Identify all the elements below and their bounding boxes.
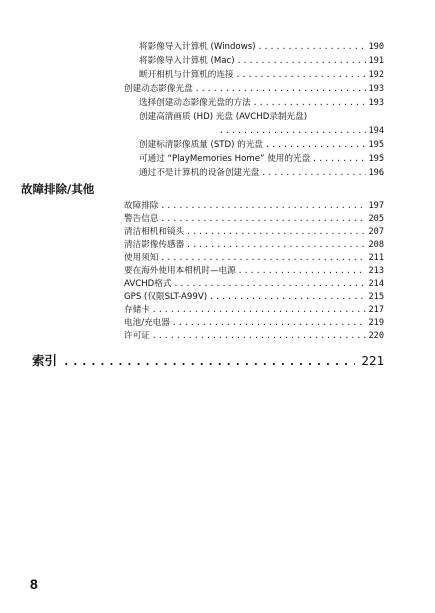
toc-entry-page: 195	[368, 140, 384, 150]
toc-entry-page: 208	[368, 240, 384, 250]
index-page: 221	[361, 353, 384, 368]
dot-leader	[219, 125, 366, 137]
toc-entry-label: 将影像导入计算机 (Mac)	[139, 56, 235, 66]
dot-leader	[152, 304, 367, 316]
dot-leader	[195, 83, 367, 95]
toc-entry-create-std-disc[interactable]	[139, 139, 384, 151]
dot-leader	[186, 226, 366, 238]
toc-entry-label: 警告信息	[124, 214, 159, 224]
toc-entry-page: 191	[368, 56, 384, 66]
toc-entry-label: 创建高清画质 (HD) 光盘 (AVCHD录制光盘)	[139, 112, 308, 122]
toc-entry-page: 197	[368, 201, 384, 211]
toc-entry-precautions[interactable]	[124, 252, 384, 264]
index-label: 索引	[32, 353, 58, 368]
toc-entry-page: 195	[368, 154, 384, 164]
dot-leader	[209, 291, 366, 303]
dot-leader	[152, 330, 367, 342]
dot-leader	[186, 239, 366, 251]
dot-leader	[236, 69, 367, 81]
toc-entry-label: 创建动态影像光盘	[124, 84, 193, 94]
dot-leader	[258, 41, 367, 53]
toc-entry-disconnect[interactable]	[139, 69, 384, 81]
toc-entry-non-computer-disc[interactable]	[139, 167, 384, 179]
toc-entry-page: 220	[368, 331, 384, 341]
toc-entry-label: 断开相机与计算机的连接	[139, 70, 234, 80]
toc-entry-label: 要在海外使用本相机时—电源	[124, 266, 236, 276]
toc-entry-playmemories-disc[interactable]	[139, 153, 384, 165]
toc-entry-label: 通过不是计算机的设备创建光盘	[139, 168, 260, 178]
dot-leader	[172, 317, 367, 329]
toc-entry-label: 使用须知	[124, 253, 159, 263]
dot-leader	[160, 213, 366, 225]
toc-entry-avchd-format[interactable]	[124, 278, 384, 290]
toc-entry-label: 可通过 “PlayMemories Home” 使用的光盘	[139, 154, 311, 164]
toc-entry-warning-messages[interactable]	[124, 213, 384, 225]
dot-leader	[238, 265, 367, 277]
toc-entry-page: 211	[368, 253, 384, 263]
dot-leader	[265, 139, 366, 151]
toc-entry-page: 194	[368, 126, 384, 136]
dot-leader	[237, 55, 367, 67]
toc-entry-page: 207	[368, 227, 384, 237]
toc-entry-label: 故障排除	[124, 201, 159, 211]
toc-entry-label: 清洁相机和镜头	[124, 227, 185, 237]
toc-entry-page: 193	[368, 98, 384, 108]
toc-entry-label: 选择创建动态影像光盘的方法	[139, 98, 251, 108]
toc-entry-page: 214	[368, 279, 384, 289]
toc-entry-troubleshooting[interactable]	[124, 200, 384, 212]
toc-entry-create-hd-disc[interactable]	[139, 111, 384, 123]
toc-entry-overseas-power[interactable]	[124, 265, 384, 277]
dot-leader	[63, 355, 355, 368]
toc-entry-page: 205	[368, 214, 384, 224]
toc-entry-page: 213	[368, 266, 384, 276]
dot-leader	[312, 153, 366, 165]
toc-entry-page: 219	[368, 318, 384, 328]
toc-entry-import-mac[interactable]	[139, 55, 384, 67]
toc-entry-cleaning-sensor[interactable]	[124, 239, 384, 251]
toc-entry-label: AVCHD格式	[124, 279, 172, 289]
toc-entry-page: 190	[368, 42, 384, 52]
toc-entry-license[interactable]	[124, 330, 384, 342]
toc-entry-import-windows[interactable]	[139, 41, 384, 53]
toc-entry-battery-charger[interactable]	[124, 317, 384, 329]
dot-leader	[253, 97, 367, 109]
toc-entry-label: 清洁影像传感器	[124, 240, 185, 250]
toc-entry-label: 许可证	[124, 331, 150, 341]
dot-leader	[261, 167, 366, 179]
dot-leader	[160, 252, 366, 264]
toc-entry-label: 创建标清影像质量 (STD) 的光盘	[139, 140, 264, 150]
dot-leader	[173, 278, 366, 290]
page-number: 8	[30, 576, 38, 592]
toc-entry-index[interactable]	[32, 351, 384, 369]
toc-entry-label: GPS (仅限SLT-A99V)	[124, 292, 208, 302]
section-title: 故障排除/其他	[21, 182, 95, 196]
toc-entry-select-method[interactable]	[139, 97, 384, 109]
toc-entry-create-hd-disc-cont[interactable]	[217, 125, 384, 137]
toc-entry-page: 217	[368, 305, 384, 315]
toc-entry-page: 193	[368, 84, 384, 94]
toc-entry-gps[interactable]	[124, 291, 384, 303]
toc-entry-create-movie-disc[interactable]	[124, 83, 384, 95]
toc-entry-cleaning-camera[interactable]	[124, 226, 384, 238]
toc-entry-page: 192	[368, 70, 384, 80]
toc-entry-label: 电池/充电器	[124, 318, 170, 328]
toc-entry-memory-card[interactable]	[124, 304, 384, 316]
toc-entry-label: 将影像导入计算机 (Windows)	[139, 42, 256, 52]
toc-entry-page: 196	[368, 168, 384, 178]
toc-entry-page: 215	[368, 292, 384, 302]
dot-leader	[160, 200, 366, 212]
toc-entry-label: 存储卡	[124, 305, 150, 315]
